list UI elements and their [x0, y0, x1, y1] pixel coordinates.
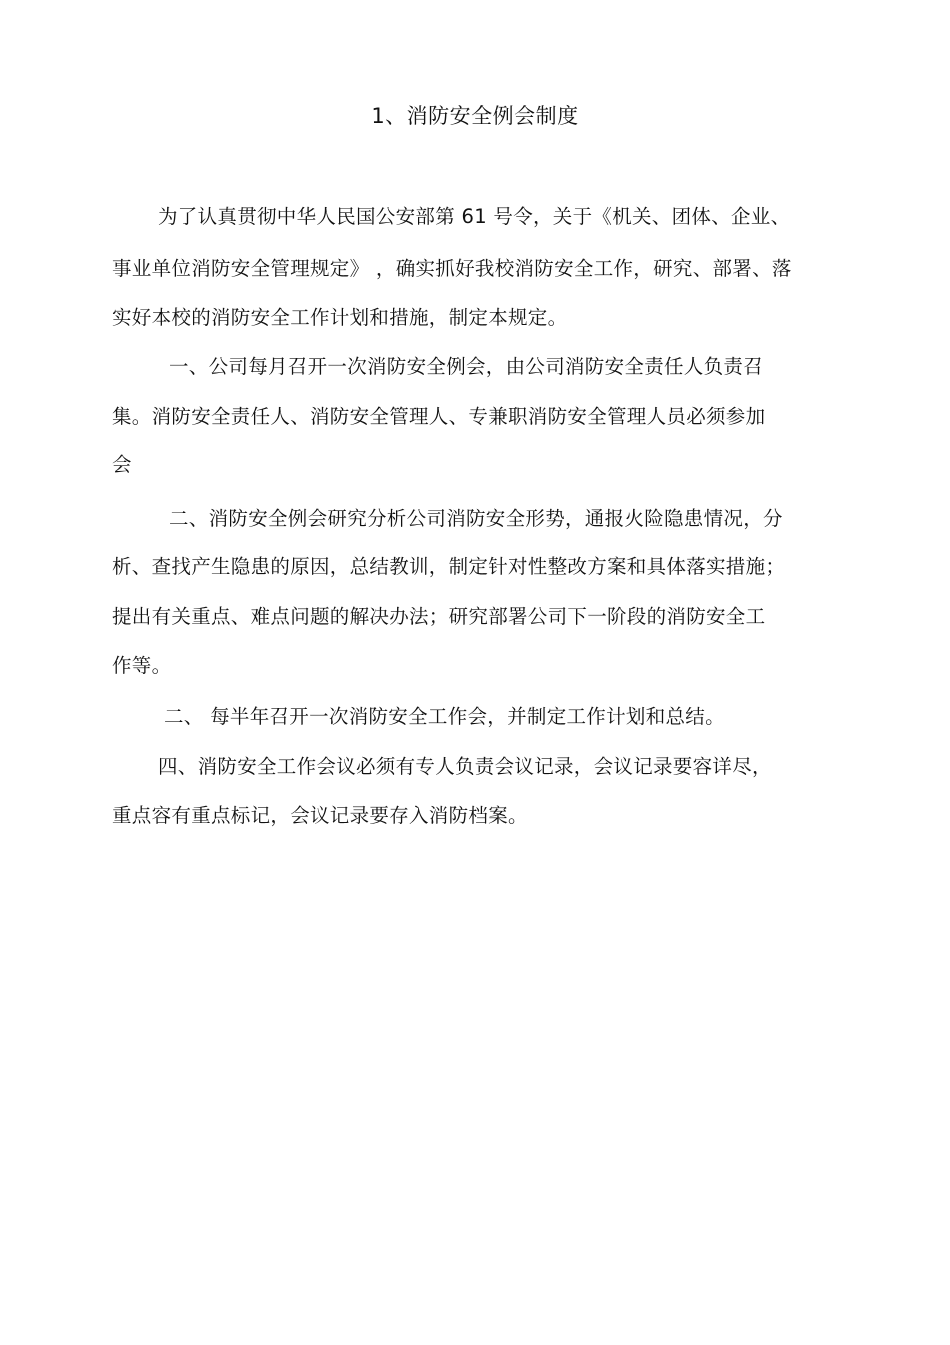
intro-line-3: 实好本校的消防安全工作计划和措施，制定本规定。 [112, 306, 568, 329]
item2-line-3: 提出有关重点、难点问题的解决办法；研究部署公司下一阶段的消防安全工 [112, 605, 766, 628]
item1-line-1: 一、公司每月召开一次消防安全例会，由公司消防安全责任人负责召 [169, 355, 764, 378]
item1-line-2: 集。消防安全责任人、消防安全管理人、专兼职消防安全管理人员必须参加 [112, 405, 766, 428]
document-title: 1、消防安全例会制度 [371, 104, 579, 128]
item2-line-2: 析、查找产生隐患的原因，总结教训，制定针对性整改方案和具体落实措施； [112, 555, 786, 578]
item1-line-3: 会 [112, 453, 132, 476]
intro-line-1: 为了认真贯彻中华人民国公安部第 61 号令，关于《机关、团体、企业、 [158, 205, 791, 228]
item4-line-1: 四、消防安全工作会议必须有专人负责会议记录，会议记录要容详尽， [158, 755, 772, 778]
item4-line-2: 重点容有重点标记，会议记录要存入消防档案。 [112, 804, 528, 827]
item2-line-4: 作等。 [112, 654, 172, 677]
intro-line-2: 事业单位消防安全管理规定》 ，确实抓好我校消防安全工作，研究、部署、落 [112, 257, 792, 280]
item2-line-1: 二、消防安全例会研究分析公司消防安全形势，通报火险隐患情况，分 [169, 507, 783, 530]
item3-line-1: 二、 每半年召开一次消防安全工作会，并制定工作计划和总结。 [164, 705, 725, 728]
